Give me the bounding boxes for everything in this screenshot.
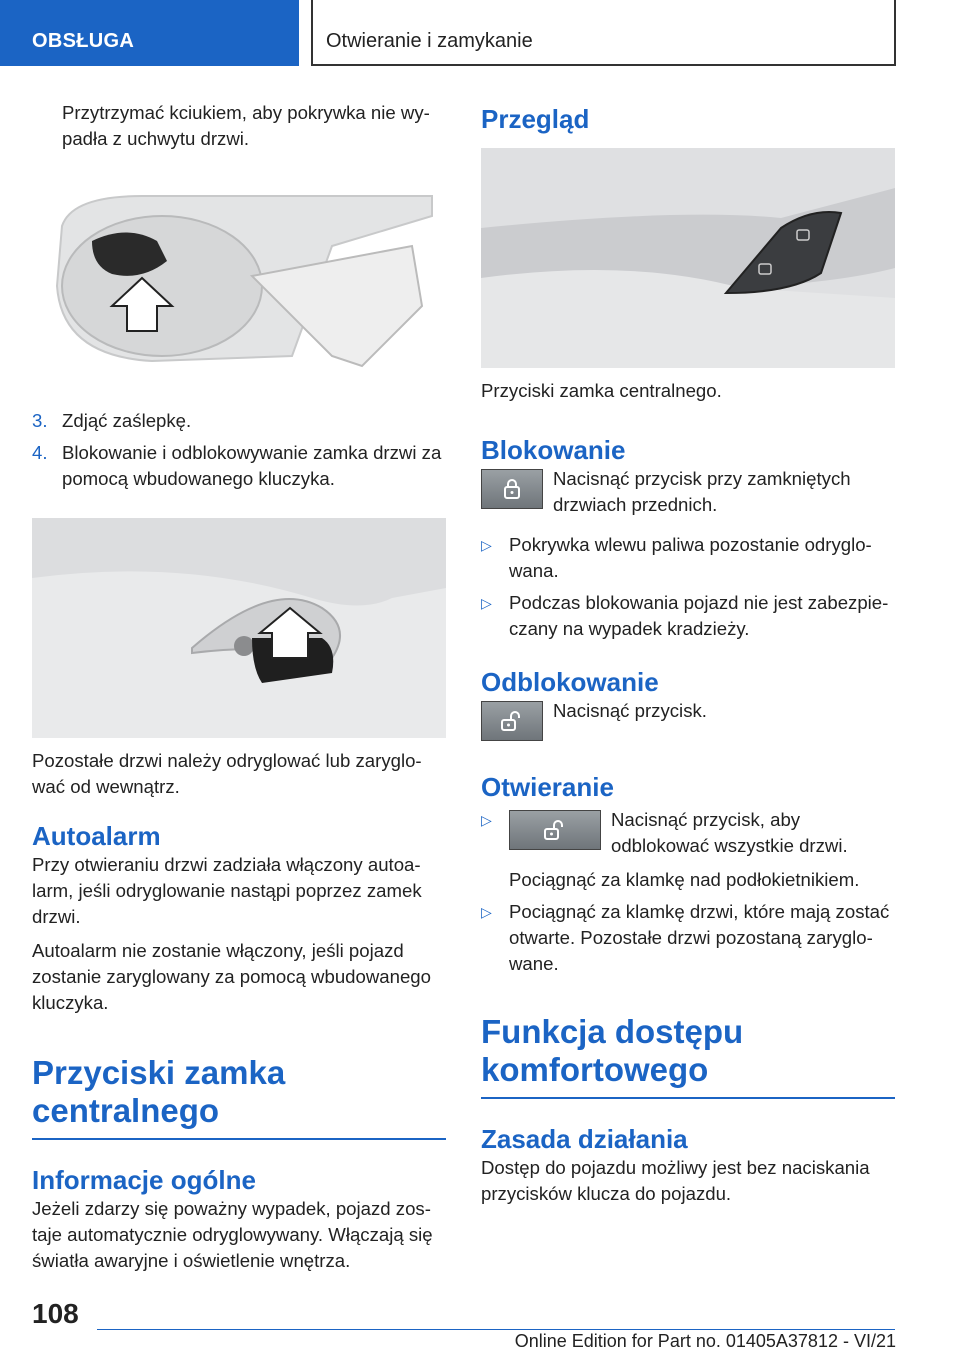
edition-text: Online Edition for Part no. 01405A37812 - VI/21 <box>514 1331 896 1351</box>
photo-central-lock-buttons <box>481 148 895 368</box>
step-text: Zdjąć zaślepkę. <box>62 410 192 431</box>
principle-heading: Zasada działania <box>481 1124 688 1154</box>
left-column <box>32 100 446 1274</box>
opening-heading: Otwieranie <box>481 772 614 802</box>
bullet-item <box>481 899 895 977</box>
step-number: 4. <box>32 442 48 463</box>
unlock-button-icon <box>481 701 543 741</box>
open-action <box>509 807 895 893</box>
right-column <box>481 100 895 1207</box>
principle-text: Dostęp do pojazdu możliwy jest bez naciskania przycisków klucza do pojazdu. <box>481 1157 870 1204</box>
section-tab: OBSŁUGA <box>0 0 299 66</box>
heading-line: centralnego <box>32 1092 220 1129</box>
unlock-button-icon <box>509 810 601 850</box>
unlock-action-text: Nacisnąć przycisk. <box>553 700 707 721</box>
overview-caption: Przyciski zamka centralnego. <box>481 380 722 401</box>
bullet-item <box>481 590 895 642</box>
central-locking-heading <box>32 1054 446 1140</box>
bullet-text: Pociągnąć za klamkę drzwi, które mają zostać otwarte. Pozostałe drzwi pozostaną zaryglo-wane. <box>509 901 890 974</box>
footer-divider <box>97 1329 895 1330</box>
open-action-row <box>509 807 895 859</box>
step-item <box>32 440 446 492</box>
bullet-item <box>481 807 895 893</box>
page-header <box>0 0 960 66</box>
step-text: Blokowanie i odblokowywanie zamka drzwi za pomocą wbudowanego kluczyka. <box>62 442 442 489</box>
triangle-right-outline-icon: ▷ <box>481 595 492 611</box>
bullet-text: Podczas blokowania pojazd nie jest zabezpie-czany na wypadek kradzieży. <box>509 592 889 639</box>
triangle-right-outline-icon: ▷ <box>481 904 492 920</box>
step-number: 3. <box>32 410 48 431</box>
locking-bullets <box>481 532 895 642</box>
locking-heading: Blokowanie <box>481 435 626 465</box>
unlock-action <box>481 698 895 741</box>
comfort-access-heading <box>481 1013 895 1099</box>
autoalarm-text-1: Przy otwieraniu drzwi zadziała włączony autoa-larm, jeśli odryglowanie nastąpi poprzez zamek drzwi. <box>32 854 422 927</box>
lock-action <box>481 466 895 518</box>
padlock-open-icon <box>500 710 524 732</box>
unlock-others-text: Pozostałe drzwi należy odryglować lub zaryglo-wać od wewnątrz. <box>32 750 422 797</box>
lock-button-icon <box>481 469 543 509</box>
door-key-illustration <box>32 518 446 738</box>
bullet-item <box>481 532 895 584</box>
step-list <box>32 408 446 492</box>
photo-cover-removal <box>32 186 446 386</box>
photo-door-key <box>32 518 446 738</box>
padlock-open-icon <box>543 819 567 841</box>
open-action-text: Nacisnąć przycisk, aby odblokować wszystkie drzwi. <box>611 809 848 856</box>
page-number: 108 <box>32 1298 79 1329</box>
autoalarm-heading: Autoalarm <box>32 821 161 851</box>
autoalarm-text-2: Autoalarm nie zostanie włączony, jeśli pojazd zostanie zaryglowany za pomocą wbudowanego kluczyka. <box>32 940 431 1013</box>
unlocking-heading: Odblokowanie <box>481 667 659 697</box>
intro-text: Przytrzymać kciukiem, aby pokrywka nie wy-padła z uchwytu drzwi. <box>62 102 430 149</box>
heading-line: Przyciski zamka <box>32 1054 286 1091</box>
general-info-heading: Informacje ogólne <box>32 1165 256 1195</box>
step-item <box>32 408 446 434</box>
bullet-text: Pokrywka wlewu paliwa pozostanie odryglo-wana. <box>509 534 872 581</box>
padlock-closed-icon <box>502 478 522 500</box>
lock-action-text: Nacisnąć przycisk przy zamkniętych drzwiach przednich. <box>553 468 851 515</box>
central-lock-buttons-illustration <box>481 148 895 368</box>
general-info-text: Jeżeli zdarzy się poważny wypadek, pojazd zos-taje automatycznie odryglowywany. Włączają się światła awaryjne i oświetlenie wnętrza. <box>32 1198 433 1271</box>
open-follow-text: Pociągnąć za klamkę nad podłokietnikiem. <box>509 869 860 890</box>
heading-line: komfortowego <box>481 1051 709 1088</box>
cover-removal-illustration <box>32 186 446 386</box>
triangle-right-outline-icon: ▷ <box>481 812 492 828</box>
chapter-title: Otwieranie i zamykanie <box>311 0 896 66</box>
overview-heading: Przegląd <box>481 104 590 134</box>
heading-line: Funkcja dostępu <box>481 1013 744 1050</box>
triangle-right-outline-icon: ▷ <box>481 537 492 553</box>
